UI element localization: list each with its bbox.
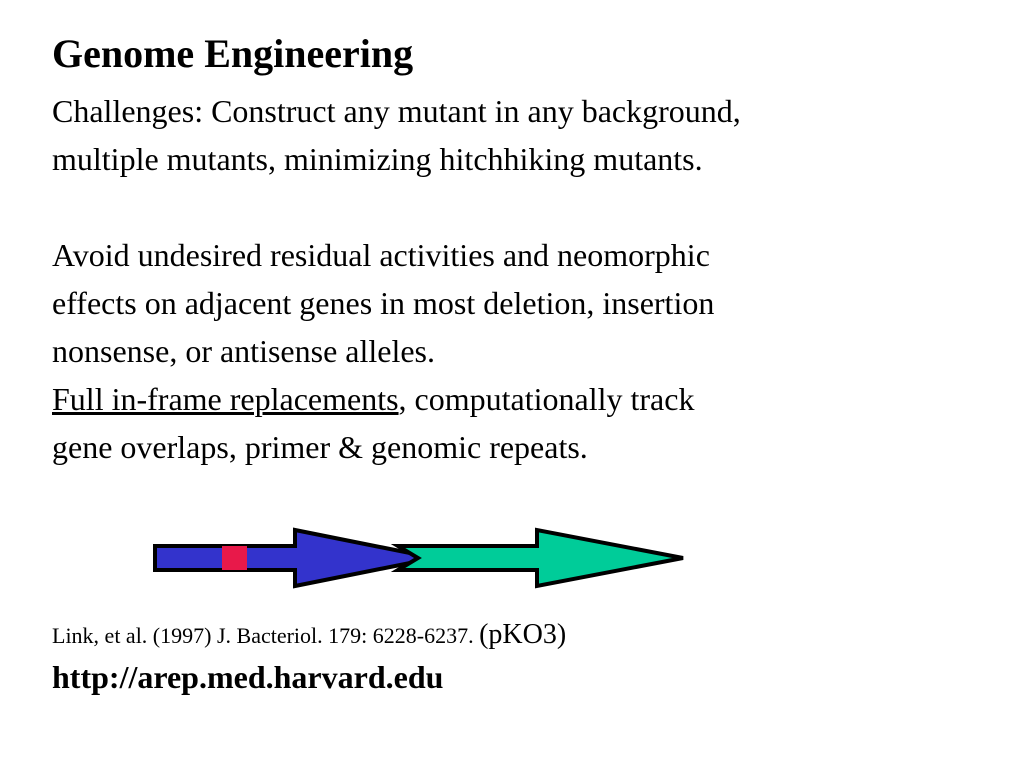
citation-text: Link, et al. (1997) J. Bacteriol. 179: 6228-6237. (52, 623, 474, 648)
gene1-arrow (155, 530, 435, 586)
gene-arrows-diagram (150, 526, 690, 590)
replacements-line-2: gene overlaps, primer & genomic repeats. (52, 429, 588, 465)
replacements-rest: , computationally track (398, 381, 695, 417)
mutation-marker (222, 546, 247, 570)
replacements-line-1 (52, 375, 1012, 423)
avoid-line-1: Avoid undesired residual activities and neomorphic (52, 237, 710, 273)
challenges-line-1: Challenges: Construct any mutant in any background, (52, 93, 741, 129)
slide-body (52, 87, 1012, 471)
paragraph-spacer (52, 183, 1012, 231)
replacements-underlined: Full in-frame replacements (52, 381, 399, 417)
plasmid-label: (pKO3) (479, 619, 567, 650)
slide-title: Genome Engineering (52, 31, 414, 76)
citation (52, 615, 566, 656)
avoid-line-3: nonsense, or antisense alleles. (52, 333, 435, 369)
gene2-arrow (398, 530, 683, 586)
website-link[interactable]: http://arep.med.harvard.edu (52, 659, 444, 695)
challenges-line-2: multiple mutants, minimizing hitchhiking mutants. (52, 141, 703, 177)
avoid-line-2: effects on adjacent genes in most deletion, insertion (52, 285, 715, 321)
